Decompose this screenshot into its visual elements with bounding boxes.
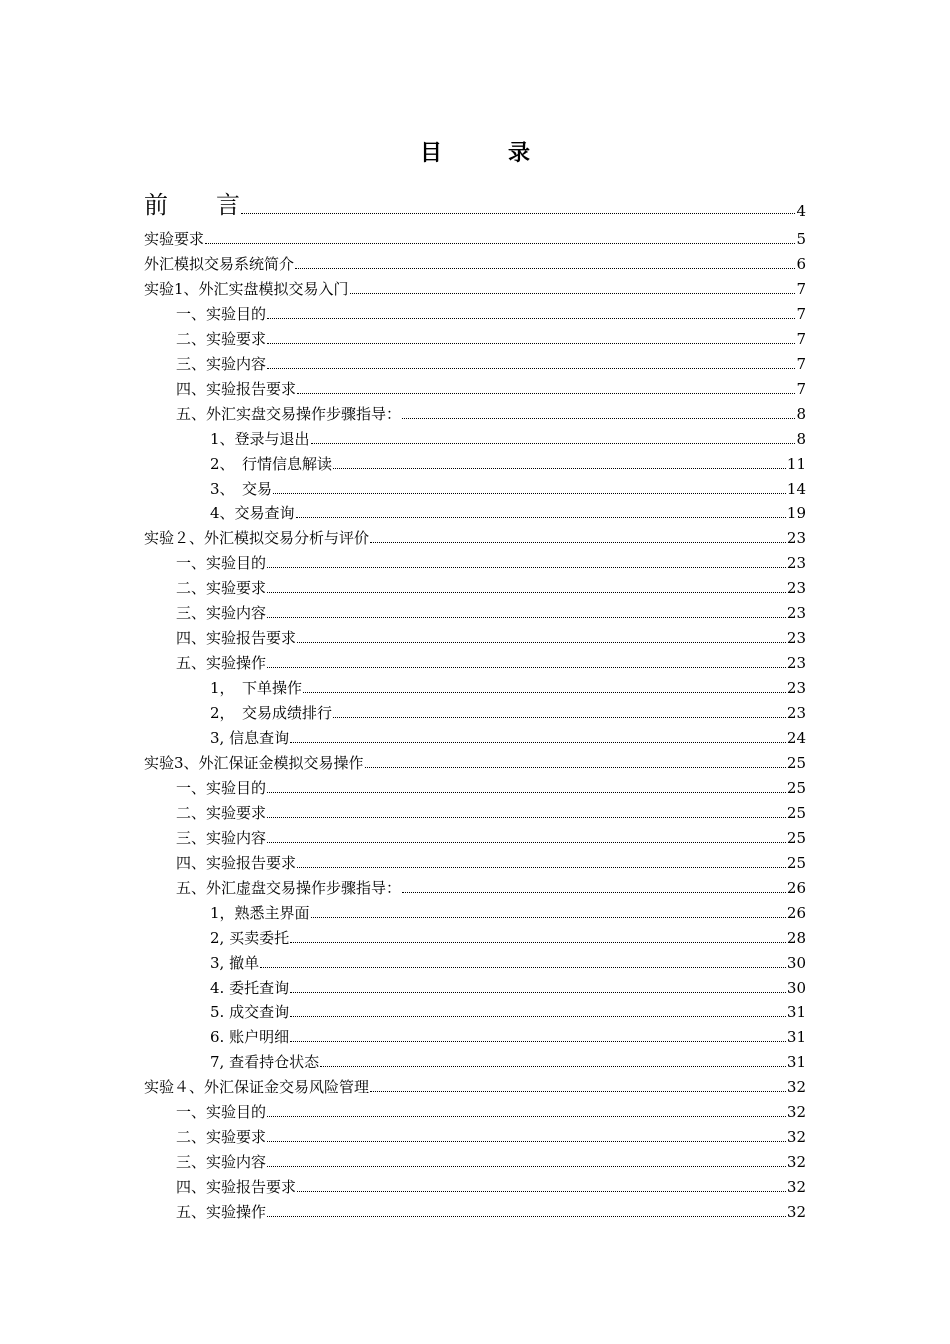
toc-entry-page-number: 30 [786,953,806,972]
toc-entry[interactable] [144,873,806,897]
dot-leader [290,1040,786,1042]
dot-leader [333,467,786,469]
dot-leader [311,916,786,918]
toc-entry-page-number: 31 [786,1053,806,1072]
toc-entry-page-number: 7 [796,304,806,323]
dot-leader [365,766,786,768]
dot-leader [267,342,795,344]
toc-entry-page-number: 7 [796,379,806,398]
dot-leader [295,267,795,269]
toc-entry[interactable] [144,573,806,597]
toc-entry[interactable] [144,723,806,747]
toc-entry-page-number: 7 [796,279,806,298]
toc-entry-page-number: 32 [786,1128,806,1147]
dot-leader [267,591,786,593]
dot-leader [267,791,786,793]
toc-entry-label: 3、 交易 [210,479,273,498]
toc-entry-label: 1、登录与退出 [210,429,310,448]
toc-entry-page-number: 26 [786,903,806,922]
toc-entry-label: 一、实验目的 [176,304,267,323]
toc-entry-label: 1， 下单操作 [210,679,303,698]
toc-entry-page-number: 7 [796,354,806,373]
dot-leader [303,691,786,693]
dot-leader [290,991,786,993]
toc-entry-label: 外汇模拟交易系统简介 [144,254,295,273]
dot-leader [290,941,786,943]
toc-entry-label: 实验要求 [144,230,205,248]
dot-leader [333,716,786,718]
toc-entry-label: 三、实验内容 [176,1153,267,1172]
toc-entry[interactable] [144,948,806,972]
toc-entry[interactable] [144,623,806,647]
toc-entry[interactable] [144,598,806,622]
toc-entry-label: 4、交易查询 [210,504,295,523]
toc-entry-label: 2、 行情信息解读 [210,454,333,473]
toc-entry[interactable] [144,823,806,847]
toc-entry-label: 四、实验报告要求 [176,379,297,398]
toc-entry-page-number: 25 [786,803,806,822]
toc-entry-page-number: 25 [786,853,806,872]
toc-entry-label: 4. 委托查询 [210,978,290,997]
toc-entry-label: 3, 信息查询 [210,729,290,747]
toc-entry[interactable] [144,1197,806,1221]
toc-entry-page-number: 26 [786,878,806,897]
dot-leader [297,392,795,394]
toc-entry[interactable] [144,349,806,373]
toc-entry[interactable] [144,773,806,797]
toc-entry[interactable] [144,374,806,398]
dot-leader [267,666,786,668]
toc-entry-label: 实验２、外汇模拟交易分析与评价 [144,529,370,548]
toc-entry-page-number: 8 [796,429,806,448]
toc-entry-page-number: 23 [786,654,806,673]
dot-leader [290,1015,786,1017]
toc-entry-page-number: 23 [786,554,806,573]
toc-entry-label: 五、外汇虚盘交易操作步骤指导： [176,878,402,897]
toc-entry-page-number: 5 [796,230,806,248]
toc-entry-page-number: 32 [786,1153,806,1172]
toc-entry-label: 一、实验目的 [176,554,267,573]
toc-entry-page-number: 25 [786,828,806,847]
toc-entry[interactable] [144,274,806,298]
toc-entry-page-number: 23 [786,679,806,698]
toc-entry[interactable] [144,1122,806,1146]
toc-entry[interactable] [144,673,806,697]
dot-leader [205,242,795,244]
dot-leader [267,1215,786,1217]
toc-entry-page-number: 25 [786,778,806,797]
toc-entry[interactable] [144,548,806,572]
toc-entry-label: 五、外汇实盘交易操作步骤指导： [176,404,402,423]
toc-entry[interactable] [144,848,806,872]
toc-entry-label: 2， 交易成绩排行 [210,704,333,723]
toc-entry-label: 2, 买卖委托 [210,928,290,947]
toc-entry[interactable] [144,798,806,822]
dot-leader [241,212,795,214]
toc-entry-label: 一、实验目的 [176,1103,267,1122]
toc-entry[interactable] [144,399,806,423]
toc-entry-page-number: 7 [796,329,806,348]
dot-leader [297,641,786,643]
toc-entry-page-number: 6 [796,254,806,273]
toc-entry-label: 三、实验内容 [176,828,267,847]
toc-entry-page-number: 23 [786,604,806,623]
toc-entry-label: 五、实验操作 [176,1203,267,1222]
toc-entry[interactable] [144,973,806,997]
dot-leader [267,1165,786,1167]
toc-entry-page-number: 23 [786,704,806,723]
toc-entry-page-number: 32 [786,1103,806,1122]
toc-entry-page-number: 32 [786,1178,806,1197]
toc-entry[interactable] [144,1097,806,1121]
toc-entry-page-number: 11 [786,454,806,473]
toc-entry-page-number: 31 [786,1003,806,1022]
toc-entry-label: 四、实验报告要求 [176,853,297,872]
toc-entry[interactable] [144,1172,806,1196]
dot-leader [267,841,786,843]
toc-entry-page-number: 28 [786,928,806,947]
toc-entry-page-number: 23 [786,629,806,648]
toc-entry-page-number: 23 [786,579,806,598]
toc-entry-label: 实验４、外汇保证金交易风险管理 [144,1078,370,1097]
toc-entry-label: 6. 账户明细 [210,1028,290,1047]
toc-entry[interactable] [144,498,806,522]
toc-entry-label: 3, 撤单 [210,953,260,972]
toc-entry-label: 1，熟悉主界面 [210,903,310,922]
dot-leader [273,492,786,494]
dot-leader [267,816,786,818]
toc-entry-page-number: 30 [786,978,806,997]
toc-entry[interactable] [144,698,806,722]
toc-entry-page-number: 8 [796,404,806,423]
toc-entry[interactable] [144,324,806,348]
toc-entry-page-number: 25 [786,753,806,772]
toc-entry-label: 前 言 [144,191,240,219]
toc-entry[interactable] [144,748,806,772]
dot-leader [370,541,786,543]
toc-entry-page-number: 23 [786,529,806,548]
toc-entry[interactable] [144,424,806,448]
toc-entry-page-number: 19 [786,504,806,523]
dot-leader [350,292,796,294]
toc-entry-label: 三、实验内容 [176,354,267,373]
toc-entry[interactable] [144,249,806,273]
toc-entry[interactable] [144,186,806,220]
toc-entry-label: 五、实验操作 [176,654,267,673]
toc-entry-label: 三、实验内容 [176,604,267,623]
dot-leader [267,1140,786,1142]
toc-entry-label: 一、实验目的 [176,778,267,797]
toc-entry-page-number: 31 [786,1028,806,1047]
dot-leader [267,1115,786,1117]
toc-entry-label: 二、实验要求 [176,1128,267,1147]
dot-leader [267,367,795,369]
toc-entry-label: 实验3、外汇保证金模拟交易操作 [144,753,364,772]
toc-entry[interactable] [144,1072,806,1096]
dot-leader [320,1065,786,1067]
toc-entry[interactable] [144,299,806,323]
toc-entry-page-number: 24 [786,729,806,747]
toc-entry-label: 二、实验要求 [176,579,267,598]
dot-leader [290,741,786,743]
toc-entry-label: 5. 成交查询 [210,1003,290,1022]
dot-leader [297,1190,786,1192]
dot-leader [311,442,796,444]
toc-entry[interactable] [144,474,806,498]
toc-entry[interactable] [144,898,806,922]
toc-entry[interactable] [144,1022,806,1046]
dot-leader [402,891,786,893]
toc-entry-label: 二、实验要求 [176,329,267,348]
dot-leader [297,866,786,868]
toc-entry-page-number: 14 [786,479,806,498]
toc-entry[interactable] [144,449,806,473]
toc-entry-page-number: 32 [786,1203,806,1222]
toc-title: 目 录 [419,140,552,166]
toc-entry-page-number: 32 [786,1078,806,1097]
toc-entry[interactable] [144,1047,806,1071]
dot-leader [267,616,786,618]
dot-leader [260,966,786,968]
toc-entry[interactable] [144,523,806,547]
toc-entry[interactable] [144,997,806,1021]
toc-entry-label: 二、实验要求 [176,803,267,822]
toc-entry[interactable] [144,224,806,248]
toc-entry-label: 四、实验报告要求 [176,629,297,648]
toc-entry[interactable] [144,923,806,947]
dot-leader [370,1090,786,1092]
toc-entry-page-number: 4 [796,202,806,220]
toc-entry[interactable] [144,1147,806,1171]
dot-leader [296,516,786,518]
dot-leader [267,566,786,568]
dot-leader [402,417,795,419]
toc-entry[interactable] [144,648,806,672]
toc-entry-label: 四、实验报告要求 [176,1178,297,1197]
toc-entry-label: 实验1、外汇实盘模拟交易入门 [144,279,349,298]
toc-entry-label: 7, 查看持仓状态 [210,1053,320,1072]
dot-leader [267,317,795,319]
